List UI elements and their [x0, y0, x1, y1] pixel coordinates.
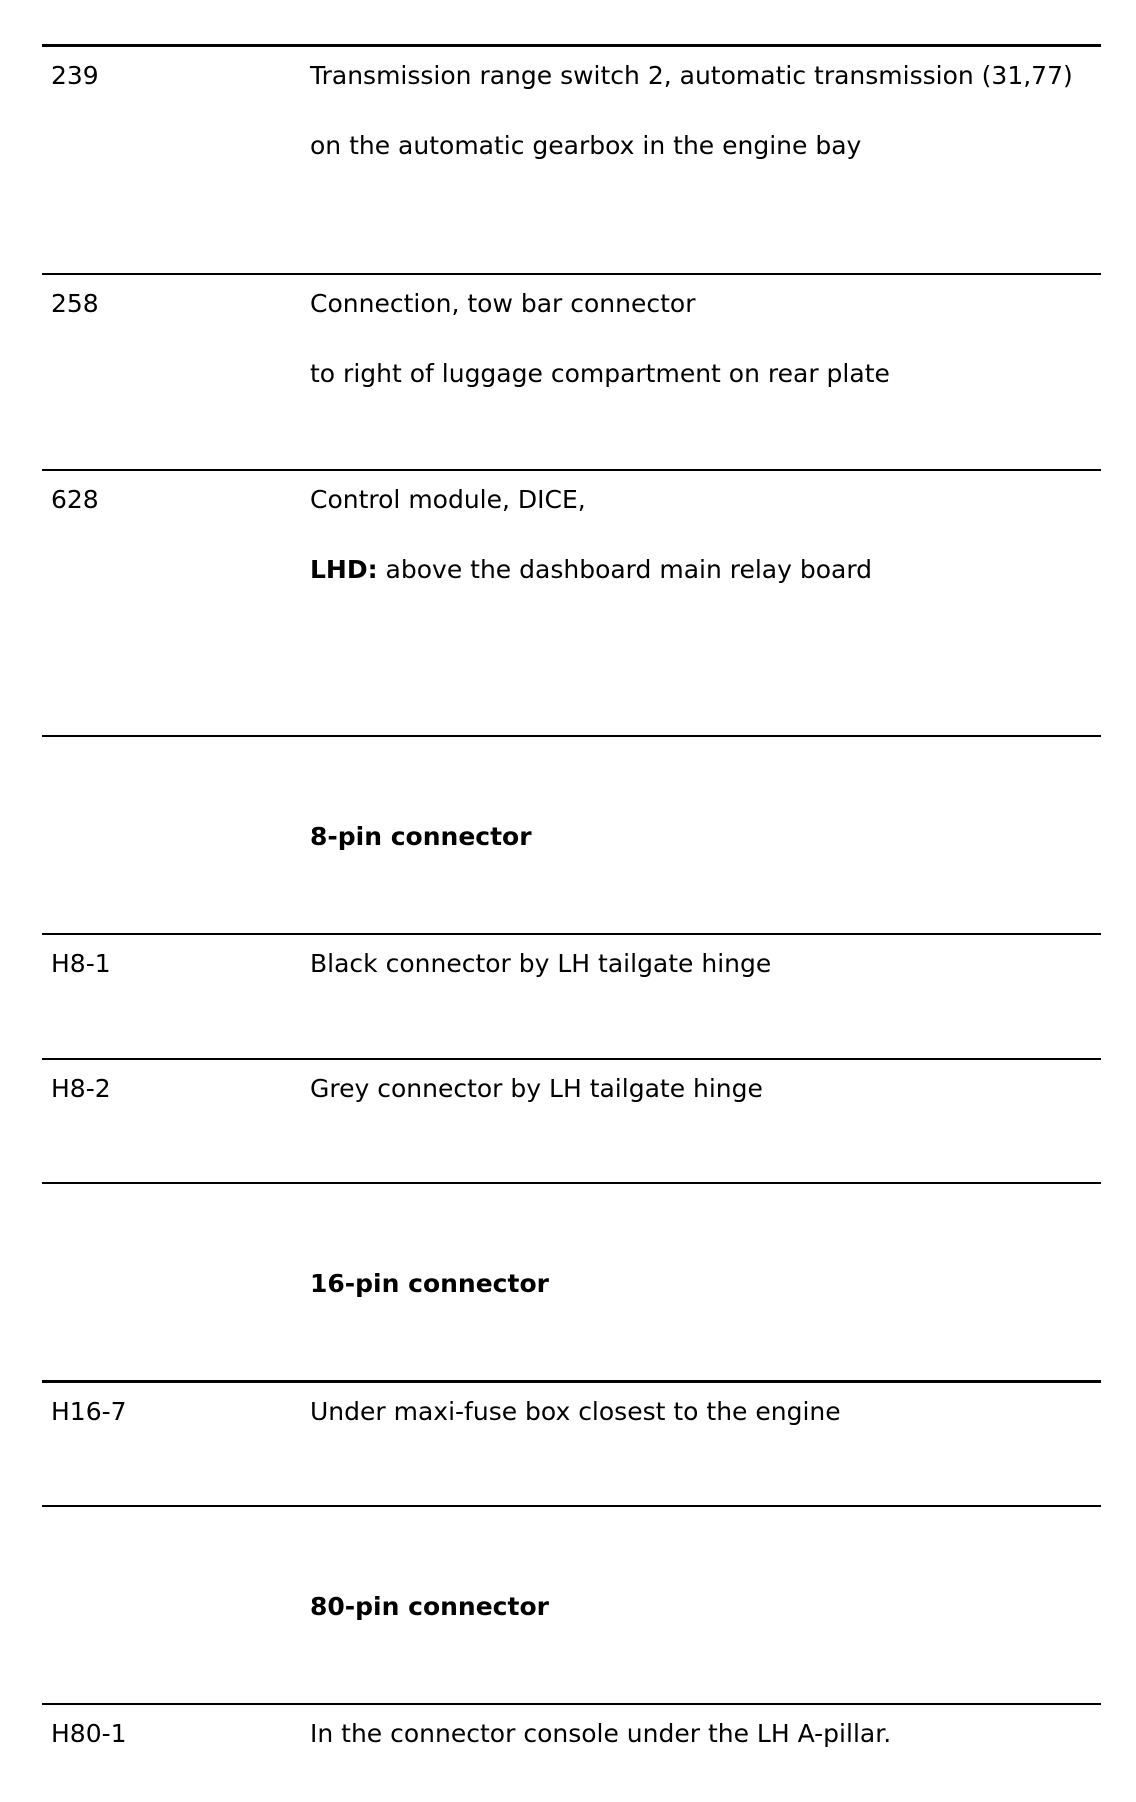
- connector-location: In the connector console under the LH A-pillar.: [310, 1719, 892, 1748]
- table-row: [42, 1058, 1101, 1182]
- section-header-80-pin: [42, 1505, 1101, 1703]
- connector-description: [310, 1717, 1100, 1750]
- component-description: [310, 483, 1100, 586]
- component-title: Connection, tow bar connector: [310, 289, 696, 318]
- table-row: [42, 273, 1101, 469]
- component-location: on the automatic gearbox in the engine bay: [310, 131, 862, 160]
- section-heading: 80-pin connector: [310, 1592, 549, 1621]
- table-row: [42, 1380, 1101, 1505]
- component-location: [310, 553, 1100, 586]
- connector-id: H80-1: [51, 1719, 127, 1748]
- connector-location: Grey connector by LH tailgate hinge: [310, 1074, 763, 1103]
- connector-description: [310, 1395, 1100, 1428]
- component-description: [310, 59, 1100, 162]
- component-id: 628: [51, 485, 99, 514]
- component-title: Transmission range switch 2, automatic transmission (31,77): [310, 61, 1073, 90]
- connector-location: Black connector by LH tailgate hinge: [310, 949, 772, 978]
- component-location: to right of luggage compartment on rear plate: [310, 359, 890, 388]
- connector-description: [310, 947, 1100, 980]
- component-location-table: [42, 44, 1101, 1783]
- component-title: Control module, DICE,: [310, 485, 586, 514]
- location-text: above the dashboard main relay board: [377, 555, 873, 584]
- table-row: [42, 469, 1101, 735]
- table-row: [42, 44, 1101, 273]
- table-row: [42, 933, 1101, 1058]
- connector-location: Under maxi-fuse box closest to the engine: [310, 1397, 841, 1426]
- component-id: 239: [51, 61, 99, 90]
- section-heading: 8-pin connector: [310, 822, 532, 851]
- table-row: [42, 1703, 1101, 1783]
- component-description: [310, 287, 1100, 390]
- section-header-8-pin: [42, 735, 1101, 933]
- location-prefix: LHD:: [310, 555, 378, 584]
- connector-id: H8-2: [51, 1074, 111, 1103]
- component-id: 258: [51, 289, 99, 318]
- section-heading: 16-pin connector: [310, 1269, 549, 1298]
- connector-description: [310, 1072, 1100, 1105]
- connector-id: H16-7: [51, 1397, 127, 1426]
- connector-id: H8-1: [51, 949, 111, 978]
- section-header-16-pin: [42, 1182, 1101, 1380]
